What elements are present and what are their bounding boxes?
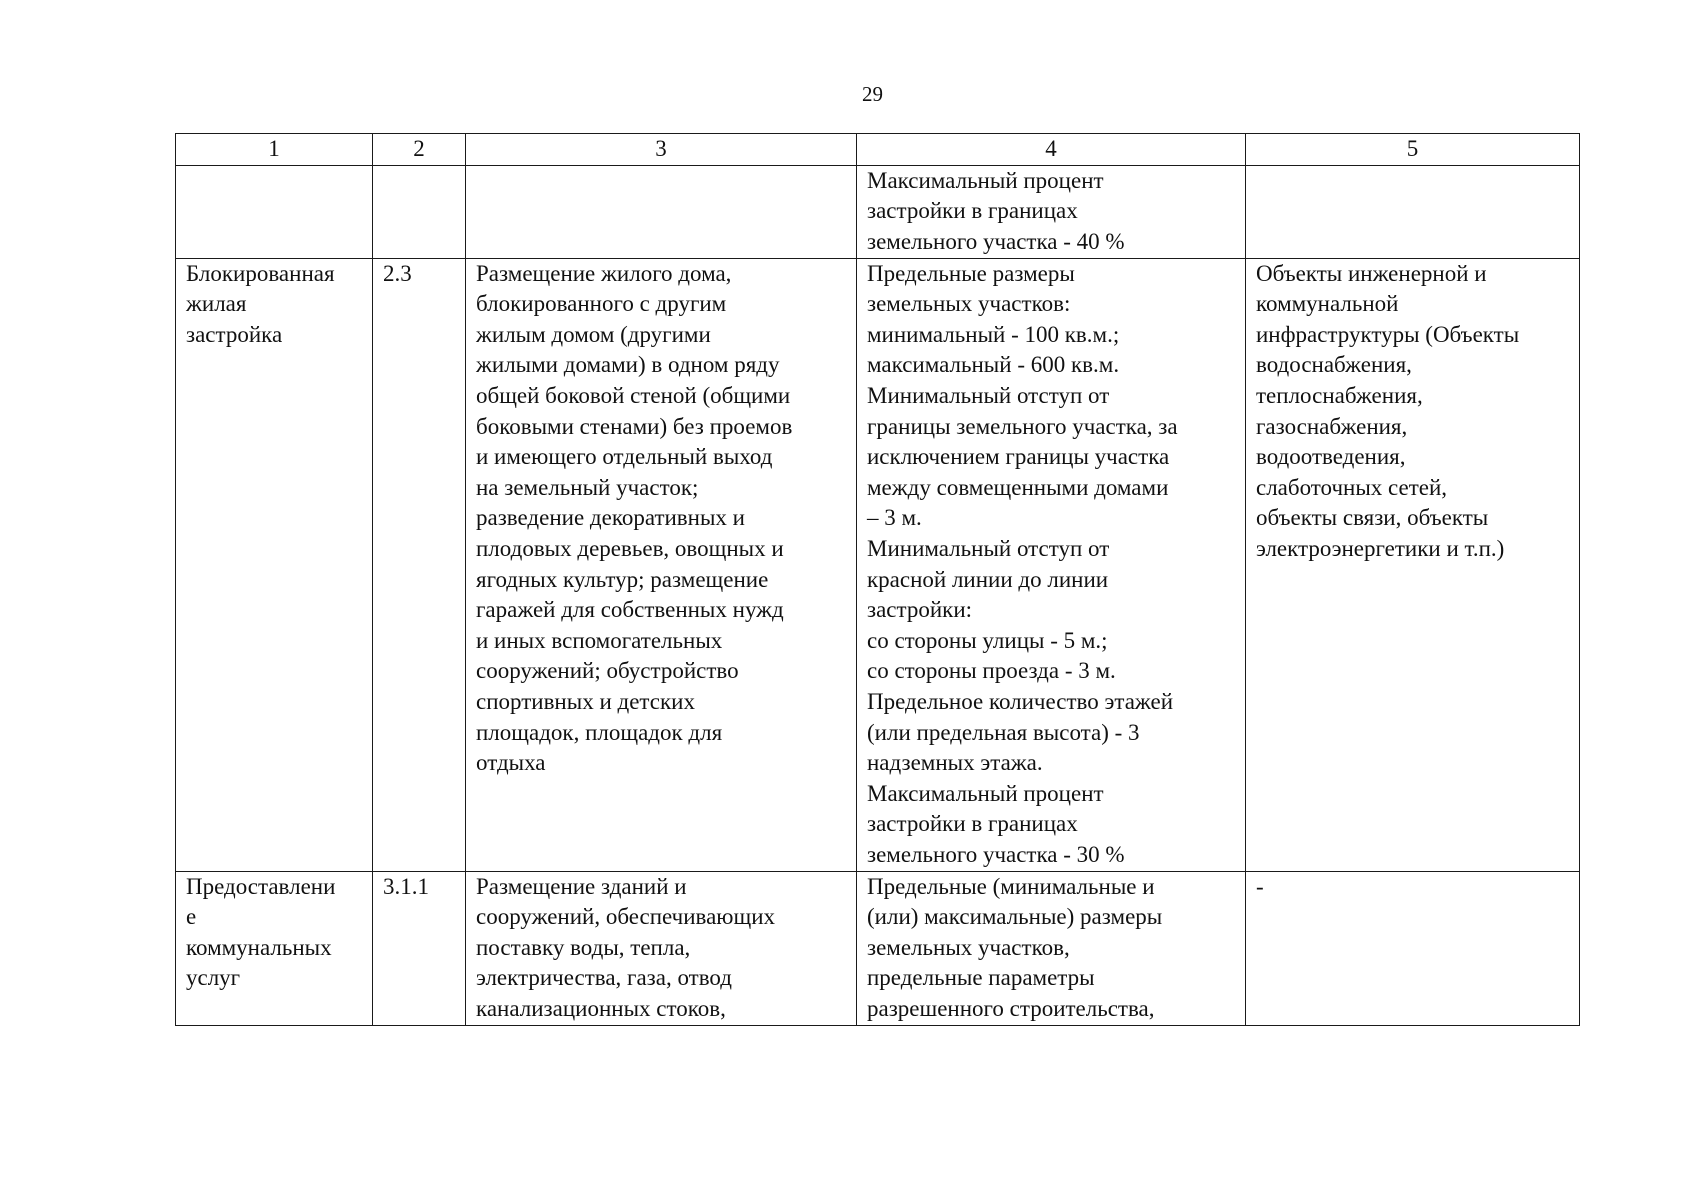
- header-row: [176, 134, 1580, 166]
- use-type-code: [373, 165, 466, 258]
- use-type-name: [176, 165, 373, 258]
- use-type-name: Предоставлени е коммунальных услуг: [176, 871, 373, 1025]
- infrastructure-objects: Объекты инженерной и коммунальной инфраструктуры (Объекты водоснабжения, теплоснабжения, газоснабжения, водоотведения, слаботочных сетей, объекты связи, объекты электроэнергетики и т.п.): [1246, 258, 1580, 871]
- limit-parameters: Максимальный процент застройки в границах земельного участка - 40 %: [857, 165, 1246, 258]
- header-cell-3: 3: [466, 134, 857, 166]
- header-cell-2: 2: [373, 134, 466, 166]
- limit-parameters: Предельные размеры земельных участков: минимальный - 100 кв.м.; максимальный - 600 кв.м. Минимальный отступ от границы земельного участка, за исключением границы участка между совмещенными домами – 3 м. Минимальный отступ от красной линии до линии застройки: со стороны улицы - 5 м.; со стороны проезда - 3 м. Предельное количество этажей (или предельная высота) - 3 надземных этажа. Максимальный процент застройки в границах земельного участка - 30 %: [857, 258, 1246, 871]
- use-type-code: 3.1.1: [373, 871, 466, 1025]
- infrastructure-objects: [1246, 165, 1580, 258]
- use-type-code: 2.3: [373, 258, 466, 871]
- table-row: [176, 258, 1580, 871]
- header-cell-4: 4: [857, 134, 1246, 166]
- use-description: Размещение жилого дома, блокированного с другим жилым домом (другими жилыми домами) в одном ряду общей боковой стеной (общими боковыми стенами) без проемов и имеющего отдельный выход на земельный участок; разведение декоративных и плодовых деревьев, овощных и ягодных культур; размещение гаражей для собственных нужд и иных вспомогательных сооружений; обустройство спортивных и детских площадок, площадок для отдыха: [466, 258, 857, 871]
- use-description: Размещение зданий и сооружений, обеспечивающих поставку воды, тепла, электричества, газа, отвод канализационных стоков,: [466, 871, 857, 1025]
- page-number: 29: [862, 82, 883, 106]
- use-description: [466, 165, 857, 258]
- limit-parameters: Предельные (минимальные и (или) максимальные) размеры земельных участков, предельные параметры разрешенного строительства,: [857, 871, 1246, 1025]
- infrastructure-objects: -: [1246, 871, 1580, 1025]
- header-cell-5: 5: [1246, 134, 1580, 166]
- land-use-table: [175, 133, 1580, 1026]
- use-type-name: Блокированная жилая застройка: [176, 258, 373, 871]
- table-row: [176, 871, 1580, 1025]
- header-cell-1: 1: [176, 134, 373, 166]
- table-row: [176, 165, 1580, 258]
